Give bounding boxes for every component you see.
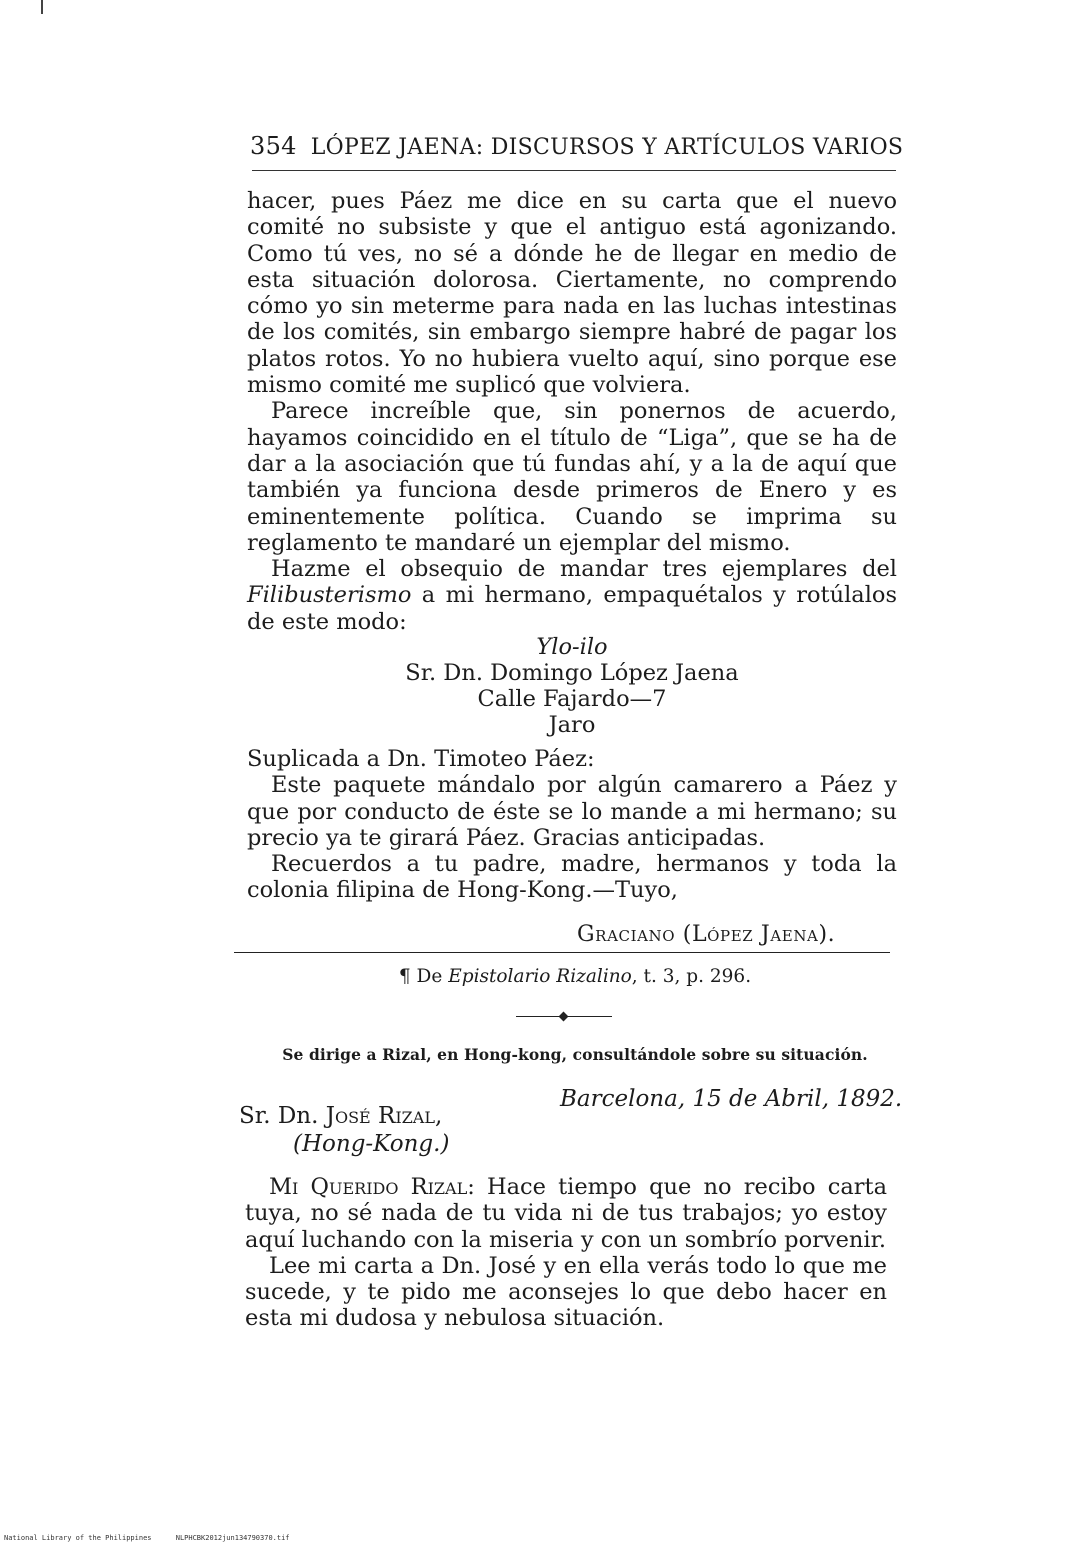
book-title: Filibusterismo [247, 582, 412, 609]
letter2-body [245, 1174, 887, 1332]
ornament-divider [516, 1013, 612, 1021]
address-line: Calle Fajardo—7 [477, 686, 667, 712]
addressee-line: Sr. Dn. José Rizal, [239, 1103, 443, 1129]
letter1-closing [247, 746, 897, 904]
file-id: NLPHCBK2012jun134790370.tif [175, 1534, 290, 1542]
signature [577, 922, 835, 947]
address-line: Ylo-ilo [536, 634, 608, 660]
addressee [239, 1102, 449, 1158]
mailing-address [247, 634, 897, 738]
letter1-paragraph: hacer, pues Páez me dice en su carta que el nuevo comité no subsiste y que el antiguo está agonizando. Como tú ves, no sé a dónde he de llegar en medio de esta situación dolorosa. Ciertamente, no comprendo cómo yo sin meterme para nada en las luchas intestinas de los comités, sin embargo siempre habré de pagar los platos rotos. Yo no hubiera vuelto aquí, sino porque ese mismo comité me suplicó que volviera. [247, 188, 897, 399]
addressee-name: José Rizal, [325, 1103, 443, 1129]
letter1-paragraph: Hazme el obsequio de mandar tres ejemplares del Filibusterismo a mi hermano, empaquétalos y rotúlalos de este modo: [247, 556, 897, 635]
scan-edge-mark [41, 0, 43, 14]
header-rule [252, 170, 896, 171]
salutation: Mi Querido Rizal: [269, 1174, 475, 1200]
dateline: Barcelona, 15 de Abril, 1892. [560, 1086, 903, 1112]
letter1-paragraph: Suplicada a Dn. Timoteo Páez: [247, 746, 595, 772]
letter2-paragraph: Mi Querido Rizal: Hace tiempo que no recibo carta tuya, no sé nada de tu vida ni de tus trabajos; yo estoy aquí luchando con la miseria y con un sombrío porvenir. [245, 1174, 887, 1253]
address-line: Sr. Dn. Domingo López Jaena [405, 660, 739, 686]
library-name: National Library of the Philippines [4, 1534, 152, 1542]
addressee-place: (Hong-Kong.) [293, 1131, 450, 1157]
section-rule [234, 952, 890, 953]
letter1-paragraph: Parece increíble que, sin ponernos de acuerdo, hayamos coincidido en el título de “Liga”, que se ha de dar a la asociación que tú fundas ahí, y a la de aquí que también ya funciona desde primeros de Enero y es eminentemente política. Cuando se imprima su reglamento te mandaré un ejemplar del mismo. [247, 398, 897, 556]
running-header [250, 132, 904, 160]
letter1-body [247, 188, 897, 635]
signature-surname: (López Jaena). [682, 922, 836, 947]
letter2-caption: Se dirige a Rizal, en Hong-kong, consultándole sobre su situación. [282, 1045, 868, 1064]
signature-name: Graciano [577, 922, 676, 947]
letter2-paragraph: Lee mi carta a Dn. José y en ella verás todo lo que me sucede, y te pido me aconsejes lo que debo hacer en esta mi dudosa y nebulosa situación. [245, 1252, 887, 1332]
letter1-paragraph: Este paquete mándalo por algún camarero a Páez y que por conducto de éste se lo mande a mi hermano; su precio ya te girará Páez. Gracias anticipadas. [247, 772, 897, 851]
page-number: 354 [250, 132, 297, 160]
scan-footer [4, 1534, 310, 1542]
source-title: Epistolario Rizalino [448, 966, 632, 987]
letter1-paragraph: Recuerdos a tu padre, madre, hermanos y toda la colonia filipina de Hong-Kong.—Tuyo, [247, 851, 897, 904]
source-note: ¶ De Epistolario Rizalino, t. 3, p. 296. [398, 966, 752, 987]
address-line: Jaro [548, 712, 596, 738]
running-title: LÓPEZ JAENA: DISCURSOS Y ARTÍCULOS VARIOS [310, 135, 904, 160]
